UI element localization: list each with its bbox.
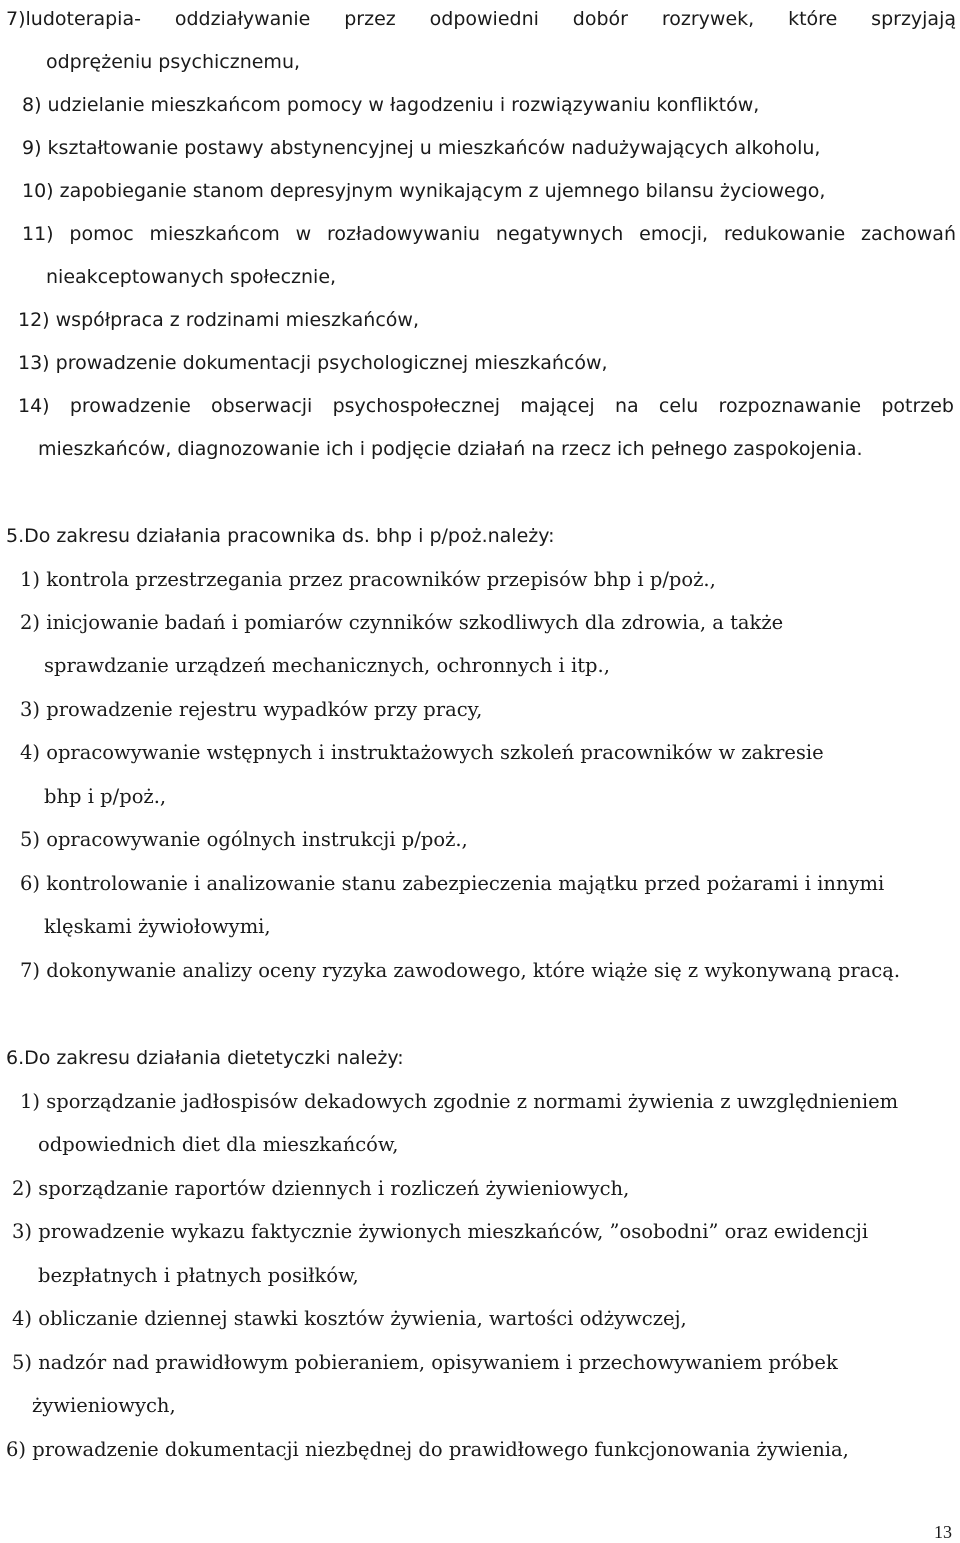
list-item: 13) prowadzenie dokumentacji psychologicznej mieszkańców, — [18, 352, 608, 374]
list-item: 4) opracowywanie wstępnych i instruktażowych szkoleń pracowników w zakresie — [20, 741, 824, 764]
list-item: 9) kształtowanie postawy abstynencyjnej u mieszkańców nadużywających alkoholu, — [22, 137, 821, 159]
page-number: 13 — [934, 1522, 952, 1542]
list-item-continuation: sprawdzanie urządzeń mechanicznych, ochronnych i itp., — [44, 654, 610, 677]
list-item: 8) udzielanie mieszkańcom pomocy w łagodzeniu i rozwiązywaniu konfliktów, — [22, 94, 760, 116]
list-item: 7) dokonywanie analizy oceny ryzyka zawodowego, które wiąże się z wykonywaną pracą. — [20, 959, 901, 982]
list-item: 14) prowadzenie obserwacji psychospołecznej mającej na celu rozpoznawanie potrzeb — [18, 395, 954, 417]
section-heading: 6.Do zakresu działania dietetyczki należy: — [6, 1047, 404, 1069]
list-item-continuation: odpowiednich diet dla mieszkańców, — [38, 1133, 399, 1156]
list-item: 5) opracowywanie ogólnych instrukcji p/poż., — [20, 828, 468, 851]
list-item: 11) pomoc mieszkańcom w rozładowywaniu negatywnych emocji, redukowanie zachowań — [22, 223, 956, 245]
list-item: 5) nadzór nad prawidłowym pobieraniem, opisywaniem i przechowywaniem próbek — [12, 1351, 838, 1374]
list-item: 3) prowadzenie wykazu faktycznie żywionych mieszkańców, ”osobodni” oraz ewidencji — [12, 1220, 869, 1243]
list-item: 2) sporządzanie raportów dziennych i rozliczeń żywieniowych, — [12, 1177, 630, 1200]
list-item: 10) zapobieganie stanom depresyjnym wynikającym z ujemnego bilansu życiowego, — [22, 180, 826, 202]
list-item: 1) kontrola przestrzegania przez pracowników przepisów bhp i p/poż., — [20, 568, 716, 591]
list-item-continuation: mieszkańców, diagnozowanie ich i podjęcie działań na rzecz ich pełnego zaspokojenia. — [38, 438, 863, 460]
list-item: 6) kontrolowanie i analizowanie stanu zabezpieczenia majątku przed pożarami i innymi — [20, 872, 885, 895]
list-item-continuation: klęskami żywiołowymi, — [44, 915, 271, 938]
list-item: 7)ludoterapia- oddziaływanie przez odpowiedni dobór rozrywek, które sprzyjają — [6, 8, 956, 30]
list-item: 6) prowadzenie dokumentacji niezbędnej do prawidłowego funkcjonowania żywienia, — [6, 1438, 849, 1461]
list-item-continuation: odprężeniu psychicznemu, — [46, 51, 301, 73]
list-item: 4) obliczanie dziennej stawki kosztów żywienia, wartości odżywczej, — [12, 1307, 687, 1330]
list-item-continuation: bhp i p/poż., — [44, 785, 167, 808]
list-item-continuation: żywieniowych, — [32, 1394, 176, 1417]
list-item: 2) inicjowanie badań i pomiarów czynników szkodliwych dla zdrowia, a także — [20, 611, 784, 634]
list-item: 1) sporządzanie jadłospisów dekadowych zgodnie z normami żywienia z uwzględnieniem — [20, 1090, 899, 1113]
list-item: 12) współpraca z rodzinami mieszkańców, — [18, 309, 420, 331]
section-heading: 5.Do zakresu działania pracownika ds. bhp i p/poż.należy: — [6, 525, 555, 547]
list-item-continuation: bezpłatnych i płatnych posiłków, — [38, 1264, 359, 1287]
list-item: 3) prowadzenie rejestru wypadków przy pracy, — [20, 698, 483, 721]
list-item-continuation: nieakceptowanych społecznie, — [46, 266, 337, 288]
